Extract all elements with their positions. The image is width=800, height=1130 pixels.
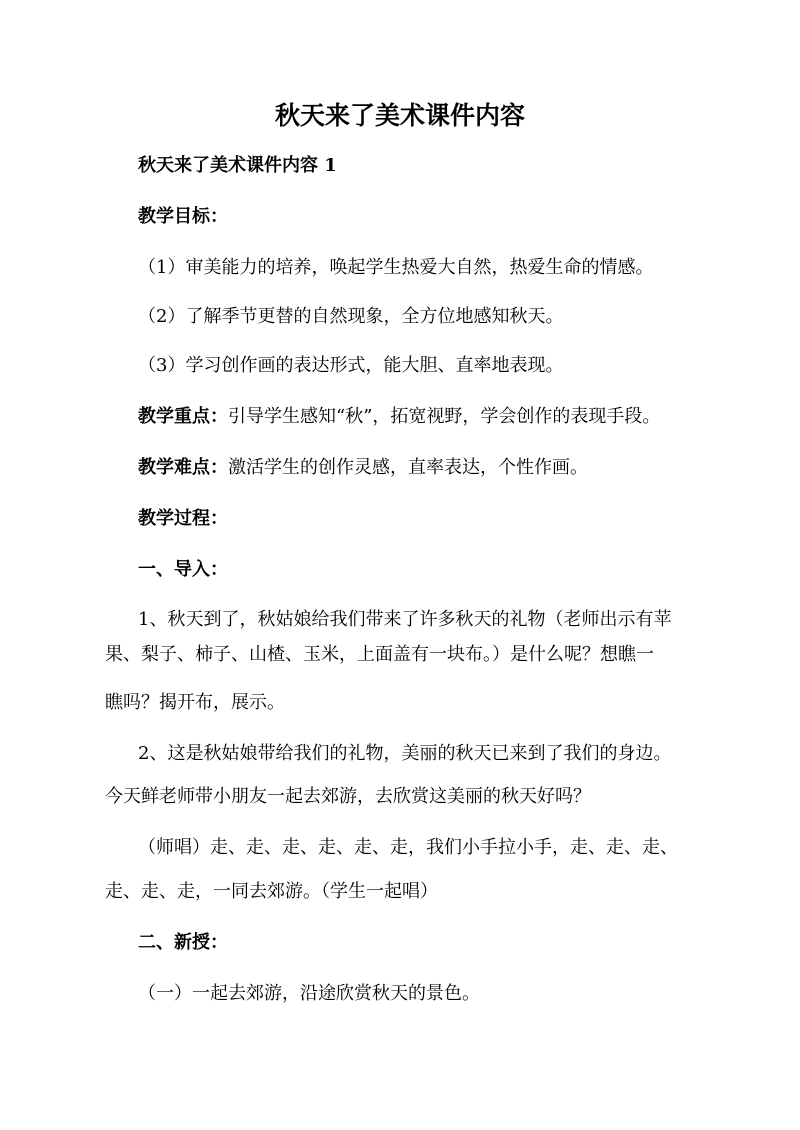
paragraph-3-line-2: 走、走、走，一同去郊游。（学生一起唱） <box>105 881 438 902</box>
section-heading-intro: 一、导入： <box>138 559 228 580</box>
difficulty-text: 激活学生的创作灵感，直率表达，个性作画。 <box>228 457 588 478</box>
paragraph-4-line-1: （一）一起去郊游，沿途欣赏秋天的景色。 <box>138 983 480 1004</box>
paragraph-1-line-2: 果、梨子、柿子、山楂、玉米，上面盖有一块布。）是什么呢？想瞧一 <box>105 644 654 665</box>
paragraph-2-line-2: 今天鲜老师带小朋友一起去郊游，去欣赏这美丽的秋天好吗？ <box>105 786 591 807</box>
paragraph-1-line-3: 瞧吗？揭开布，展示。 <box>105 692 285 713</box>
key-points-paragraph <box>138 404 660 430</box>
process-heading: 教学过程： <box>138 508 228 529</box>
difficulty-paragraph <box>138 455 588 481</box>
paragraph-2-line-1: 2、这是秋姑娘带给我们的礼物，美丽的秋天已来到了我们的身边。 <box>138 743 672 764</box>
document-title: 秋天来了美术课件内容 <box>274 101 525 130</box>
goals-heading: 教学目标： <box>138 206 228 227</box>
section-heading-new-lesson: 二、新授： <box>138 932 228 953</box>
key-points-label: 教学重点： <box>138 406 228 427</box>
difficulty-label: 教学难点： <box>138 457 228 478</box>
goal-item-3: （3）学习创作画的表达形式，能大胆、直率地表现。 <box>138 355 564 376</box>
paragraph-3-line-1: （师唱）走、走、走、走、走、走，我们小手拉小手，走、走、走、 <box>138 837 678 858</box>
section-subtitle: 秋天来了美术课件内容 1 <box>138 155 337 176</box>
goal-item-2: （2）了解季节更替的自然现象，全方位地感知秋天。 <box>138 306 564 327</box>
goal-item-1: （1）审美能力的培养，唤起学生热爱大自然，热爱生命的情感。 <box>138 257 654 278</box>
paragraph-1-line-1: 1、秋天到了，秋姑娘给我们带来了许多秋天的礼物（老师出示有苹 <box>138 609 672 630</box>
key-points-text: 引导学生感知“秋”，拓宽视野，学会创作的表现手段。 <box>228 406 661 427</box>
